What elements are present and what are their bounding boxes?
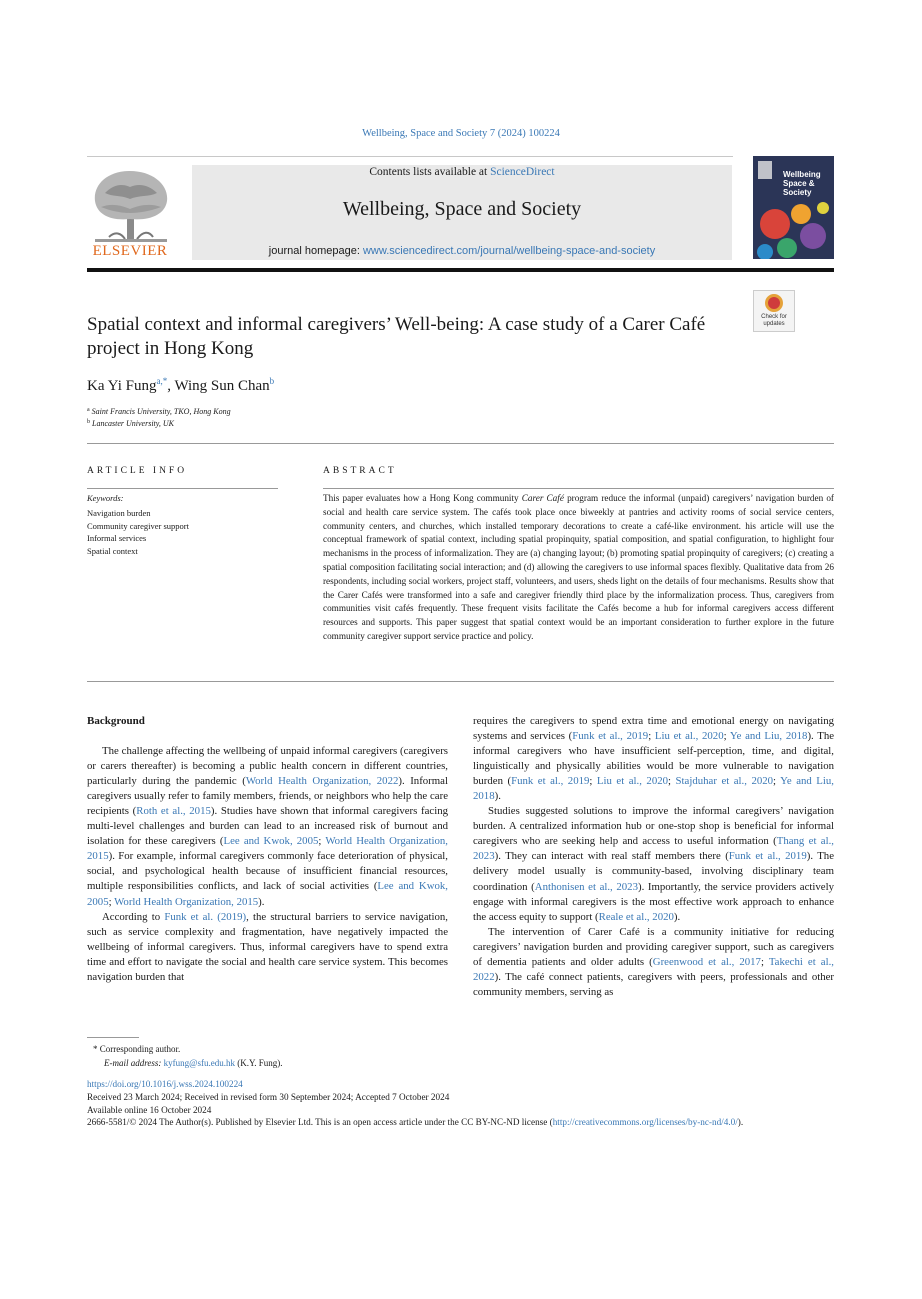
affiliation-mark: a <box>87 407 90 413</box>
body-text: ). The café connect patients, caregivers with peers, professionals and other community members, serving as <box>473 970 834 998</box>
email-suffix: (K.Y. Fung). <box>237 1058 283 1068</box>
body-text: , the structural barriers to service navigation, such as service complexity and fragmentation, have negatively impacted the wellbeing of informal caregivers. Thus, informal caregivers have to spend extra time and effort to navigate the social and health care service system. This becomes navigation burden that <box>87 910 448 983</box>
cover-line: Society <box>783 188 812 197</box>
license-statement <box>87 1116 834 1129</box>
section-heading: Background <box>87 715 145 727</box>
citation-link[interactable]: Greenwood et al., 2017 <box>652 955 761 968</box>
check-for-updates-badge[interactable] <box>753 290 795 332</box>
header-divider <box>87 156 733 157</box>
citation-link[interactable]: Roth et al., 2015 <box>136 805 211 818</box>
journal-masthead <box>192 165 732 260</box>
author-marks[interactable]: a,* <box>156 376 168 386</box>
article-info-heading: ARTICLE INFO <box>87 466 188 476</box>
body-text: ). Informal caregivers usually refer to family members, friends, or neighbors who help the care recipients ( <box>87 775 448 818</box>
citation-link[interactable]: Funk et al., 2019 <box>728 850 807 863</box>
body-text: Studies suggested solutions to improve the informal caregivers’ navigation burden. A centralized information hub or one-stop shop is beneficial for informal caregivers who are seeking help and access to useful information ( <box>473 805 834 848</box>
footnote-email-line <box>93 1056 283 1070</box>
abstract-text <box>323 492 834 644</box>
email-link[interactable]: kyfung@sfu.edu.hk <box>163 1058 235 1068</box>
body-text: ). The delivery model usually is community-based, involving disciplinary team coordination ( <box>473 850 835 893</box>
body-text: ). Studies have shown that informal caregivers facing multi-level challenges and burden can lead to an increased risk of burnout and isolation for these caregivers ( <box>87 805 449 848</box>
publication-metadata <box>87 1078 834 1129</box>
abstract-italic: Carer Café <box>521 493 564 503</box>
check-updates-icon <box>765 294 783 312</box>
keyword: Community caregiver support <box>87 520 189 531</box>
keywords-list <box>87 507 189 557</box>
body-text: The intervention of Carer Café is a community initiative for reducing caregivers’ navigation burden and providing caregiver support, such as caregivers of dementia patients and older adults ( <box>473 925 834 968</box>
author-marks[interactable]: b <box>269 376 275 386</box>
citation-link[interactable]: Funk et al. (2019) <box>164 910 247 923</box>
homepage-link[interactable]: www.sciencedirect.com/journal/wellbeing-space-and-society <box>362 245 656 257</box>
body-text: ; <box>723 730 730 743</box>
journal-name: Wellbeing, Space and Society <box>342 198 582 220</box>
journal-homepage-line <box>192 245 732 257</box>
contents-prefix: Contents lists available at <box>369 166 488 178</box>
author-name[interactable]: Ka Yi Fung <box>87 378 157 394</box>
body-text: ). <box>494 790 501 803</box>
body-paragraph <box>87 744 448 910</box>
author-list <box>87 376 274 395</box>
citation-link[interactable]: Lee and Kwok, 2005 <box>87 880 448 908</box>
abstract-part: program reduce the informal (unpaid) caregivers’ navigation burden of social and health care service system. The cafés took place once biweekly at pantries and activity rooms of social service centers, community centers, and churches, which installed temporary decorations to create a café-like environment. his article will use the conceptual framework of spatial context, including spatial propinquity, spatial composition, and spatial configuration, to highlight four mechanisms in the process of informalization. They are (a) changing layout; (b) promoting spatial propinquity of caregivers; (c) creating a spatial composition facilitating social interaction; and (d) allowing the caregivers to use informal spaces flexibly. Qualitative data from 26 respondents, including social workers, project staff, volunteers, and users, sheds light on the details of four mechanisms. Results show that the Carer Cafés were transformed into a safe and caregiver friendly third place by the informalization process. Thus, caregivers from communities visit cafés frequently. These frequent visits facilitate the Cafés become a hub for informal caregivers access different resources and supports. This paper suggest that spatial context would be an important consideration to further explore in the future community caregiver support service practice and policy. <box>323 493 834 641</box>
keyword: Navigation burden <box>87 508 151 518</box>
email-label: E-mail address: <box>104 1058 162 1068</box>
header-thick-rule <box>87 268 834 272</box>
cover-line: Wellbeing <box>783 170 821 179</box>
license-end: ). <box>737 1117 744 1128</box>
body-text: ; <box>760 955 769 968</box>
keywords-label: Keywords: <box>87 493 124 503</box>
footnote-mark: * <box>93 1044 98 1054</box>
author-separator: , <box>167 378 175 394</box>
citation-link[interactable]: World Health Organization, 2022 <box>245 775 399 788</box>
body-text: requires the caregivers to spend extra time and emotional energy on navigating systems and services ( <box>473 715 834 743</box>
body-text: The challenge affecting the wellbeing of unpaid informal caregivers (caregivers or carers thereafter) is becoming a public health concern in different countries, particularly during the pandemic ( <box>87 745 448 788</box>
citation-link[interactable]: Takechi et al., 2022 <box>473 955 834 983</box>
body-paragraph <box>473 804 834 924</box>
body-right-column <box>473 714 834 1000</box>
affiliation <box>87 419 174 428</box>
license-text: 2666-5581/© 2024 The Author(s). Published by Elsevier Ltd. This is an open access article under the CC BY-NC-ND license ( <box>87 1117 553 1128</box>
article-title: Spatial context and informal caregivers’ Well-being: A case study of a Carer Café project in Hong Kong <box>87 314 706 359</box>
citation-link[interactable]: Ye and Liu, 2018 <box>473 775 834 803</box>
body-text: ; <box>668 775 676 788</box>
citation-link[interactable]: World Health Organization, 2015 <box>114 895 259 908</box>
abstract-bottom-divider <box>87 681 834 682</box>
citation-link[interactable]: Lee and Kwok, 2005 <box>223 835 319 848</box>
elsevier-wordmark: ELSEVIER <box>92 243 168 259</box>
keyword: Informal services <box>87 533 147 543</box>
abstract-rule <box>323 488 834 489</box>
keyword: Spatial context <box>87 545 138 556</box>
footnote-text: Corresponding author. <box>99 1044 181 1054</box>
citation-link[interactable]: Liu et al., 2020 <box>596 775 669 788</box>
license-link[interactable]: http://creativecommons.org/licenses/by-nc-nd/4.0/ <box>552 1117 738 1128</box>
citation-link[interactable]: Thang et al., 2023 <box>473 835 834 863</box>
body-text: ; <box>648 730 655 743</box>
journal-cover-thumbnail[interactable] <box>753 156 834 259</box>
body-paragraph <box>87 910 448 985</box>
elsevier-logo <box>87 163 173 261</box>
affiliation-text: Saint Francis University, TKO, Hong Kong <box>91 407 231 416</box>
body-text: According to <box>102 910 165 923</box>
cover-line: Space & <box>783 179 815 188</box>
citation-link[interactable]: Stajduhar et al., 2020 <box>675 775 774 788</box>
citation-link[interactable]: Funk et al., 2019 <box>511 775 590 788</box>
affiliation-mark: b <box>87 419 90 425</box>
article-info-rule <box>87 488 278 489</box>
body-paragraph <box>473 714 834 804</box>
abstract-heading: ABSTRACT <box>323 466 397 476</box>
body-paragraph <box>473 925 834 1000</box>
body-text: ). Importantly, the service providers actively engage with informal caregivers is the most effective work approach to enhance the access equity to support ( <box>473 880 834 923</box>
cover-title <box>783 170 821 197</box>
body-text: ; <box>108 895 115 908</box>
author-name[interactable]: Wing Sun Chan <box>174 378 270 394</box>
affiliation <box>87 407 231 416</box>
journal-reference[interactable]: Wellbeing, Space and Society 7 (2024) 100224 <box>362 128 560 139</box>
homepage-prefix: journal homepage: <box>268 245 360 257</box>
body-text: ; <box>589 775 597 788</box>
body-text: ). <box>673 910 681 923</box>
body-text: ). They can interact with real staff members there ( <box>494 850 729 863</box>
body-text: ). The informal caregivers who have insufficient self-perception, time, and digital, linguistically and physically abilities would be more vulnerable to navigation burden ( <box>473 730 835 788</box>
available-online: Available online 16 October 2024 <box>87 1104 212 1115</box>
citation-link[interactable]: Anthonisen et al., 2023 <box>534 880 638 893</box>
footnote-divider <box>87 1037 139 1038</box>
body-text: ; <box>318 835 326 848</box>
body-left-column <box>87 714 448 985</box>
citation-link[interactable]: World Health Organization, 2015 <box>87 835 448 863</box>
citation-link[interactable]: Liu et al., 2020 <box>654 730 724 743</box>
citation-link[interactable]: Funk et al., 2019 <box>572 730 649 743</box>
affiliation-text: Lancaster University, UK <box>92 419 174 428</box>
doi-link[interactable]: https://doi.org/10.1016/j.wss.2024.100224 <box>87 1079 243 1089</box>
body-text: ). <box>258 895 265 908</box>
body-text: ; <box>773 775 781 788</box>
footnote-line <box>93 1042 283 1056</box>
sciencedirect-link[interactable]: ScienceDirect <box>490 166 555 178</box>
body-text: ). For example, informal caregivers commonly face deterioration of physical, social, and psychological health because of insufficient financial resources, multiple responsibilities conflicts, and lack of social activities ( <box>87 850 448 893</box>
received-dates: Received 23 March 2024; Received in revised form 30 September 2024; Accepted 7 October 2024 <box>87 1091 450 1102</box>
contents-line <box>192 165 732 179</box>
abstract-part: This paper evaluates how a Hong Kong community <box>323 493 522 503</box>
citation-link[interactable]: Reale et al., 2020 <box>598 910 674 923</box>
check-updates-label: updates <box>763 321 785 327</box>
citation-link[interactable]: Ye and Liu, 2018 <box>729 730 808 743</box>
section-divider <box>87 443 834 444</box>
check-updates-label: Check for <box>761 314 787 320</box>
corresponding-author-footnote <box>93 1042 283 1070</box>
